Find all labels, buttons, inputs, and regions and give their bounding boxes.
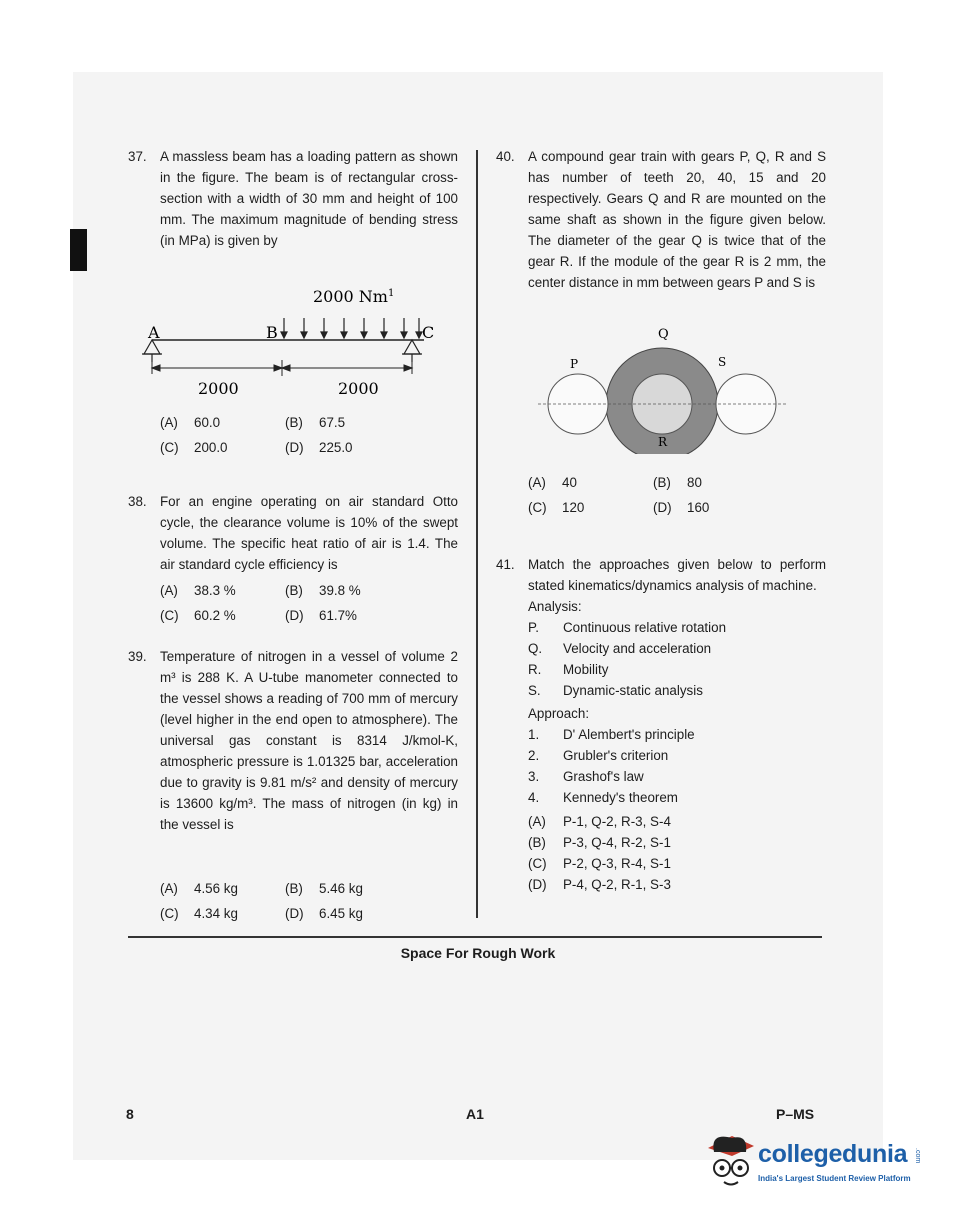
question-38 bbox=[128, 491, 458, 575]
analysis-item: P. Continuous relative rotation bbox=[528, 620, 727, 635]
option-d[interactable]: (D) 225.0 bbox=[285, 440, 353, 455]
column-divider bbox=[476, 150, 478, 918]
analysis-item: Q. Velocity and acceleration bbox=[528, 641, 712, 656]
option-b[interactable]: (B) 80 bbox=[653, 475, 702, 490]
question-text: Match the approaches given below to perform stated kinematics/dynamics analysis of machine. bbox=[528, 557, 826, 593]
question-text: A compound gear train with gears P, Q, R and S has number of teeth 20, 40, 15 and 20 respectively. Gears Q and R are mounted on the same shaft as shown in the figure given below. The diameter of the gear Q is twice that of the gear R. If the module of the gear R is 2 mm, the center distance in mm between gears P and S is bbox=[528, 149, 826, 290]
q37-options bbox=[160, 412, 405, 458]
dimension-left: 2000 bbox=[198, 379, 239, 398]
collegedunia-logo[interactable] bbox=[702, 1128, 932, 1198]
rough-work-label: Space For Rough Work bbox=[400, 945, 556, 961]
analysis-heading: Analysis: bbox=[528, 599, 582, 614]
question-text: A massless beam has a loading pattern as shown in the figure. The beam is of rectangular cross-section with a width of 30 mm and height of 100 mm. The maximum magnitude of bending stress (in MPa) is given by bbox=[160, 149, 458, 248]
option-a[interactable]: (A) 4.56 kg bbox=[160, 881, 238, 896]
question-number: 41. bbox=[496, 557, 515, 572]
question-text: For an engine operating on air standard Otto cycle, the clearance volume is 10% of the swept volume. The specific heat ratio of air is 1.4. The air standard cycle efficiency is bbox=[160, 494, 458, 572]
option-c[interactable]: (C) 120 bbox=[528, 500, 585, 515]
gear-train-figure bbox=[534, 322, 794, 454]
approach-item: 2. Grubler's criterion bbox=[528, 748, 669, 763]
mascot-icon bbox=[702, 1128, 756, 1190]
q38-options bbox=[160, 580, 405, 626]
approach-item: 4. Kennedy's theorem bbox=[528, 790, 678, 805]
gear-q-label: Q bbox=[658, 327, 669, 342]
dimension-right: 2000 bbox=[338, 379, 379, 398]
point-b-label: B bbox=[266, 323, 278, 342]
analysis-item: R. Mobility bbox=[528, 662, 609, 677]
option-a[interactable]: (A) 38.3 % bbox=[160, 583, 236, 598]
option-d[interactable]: (D) 6.45 kg bbox=[285, 906, 363, 921]
question-40 bbox=[496, 146, 826, 293]
approach-item: 3. Grashof's law bbox=[528, 769, 644, 784]
option-d[interactable]: (D) 160 bbox=[653, 500, 710, 515]
gear-r-label: R bbox=[658, 435, 668, 449]
option-c[interactable]: (C) 4.34 kg bbox=[160, 906, 238, 921]
approach-heading: Approach: bbox=[528, 706, 590, 721]
option-d[interactable]: (D) 61.7% bbox=[285, 608, 357, 623]
question-41 bbox=[496, 554, 826, 895]
option-c[interactable]: (C) 60.2 % bbox=[160, 608, 236, 623]
option-d[interactable]: (D) P-4, Q-2, R-1, S-3 bbox=[528, 877, 671, 892]
point-a-label: A bbox=[148, 323, 160, 342]
logo-tagline: India's Largest Student Review Platform bbox=[758, 1174, 911, 1183]
question-37 bbox=[128, 146, 458, 251]
booklet-code: A1 bbox=[466, 1106, 484, 1122]
question-text: Temperature of nitrogen in a vessel of volume 2 m³ is 288 K. A U-tube manometer connected to the vessel shows a reading of 700 mm of mercury (level higher in the end open to atmosphere). The universal gas constant is 8314 J/kmol-K, atmospheric pressure is 1.01325 bar, acceleration due to gravity is 9.81 m/s² and density of mercury is 13600 kg/m³. The mass of nitrogen (in kg) in the vessel is bbox=[160, 649, 458, 832]
beam-figure bbox=[138, 282, 438, 412]
page-number: 8 bbox=[126, 1106, 134, 1122]
q39-options bbox=[160, 878, 405, 924]
approach-item: 1. D' Alembert's principle bbox=[528, 727, 695, 742]
question-number: 38. bbox=[128, 494, 147, 509]
question-number: 40. bbox=[496, 149, 515, 164]
option-b[interactable]: (B) 67.5 bbox=[285, 415, 346, 430]
analysis-item: S. Dynamic-static analysis bbox=[528, 683, 703, 698]
logo-name: collegedunia bbox=[758, 1140, 908, 1168]
question-39 bbox=[128, 646, 458, 835]
option-a[interactable]: (A) 40 bbox=[528, 475, 577, 490]
question-number: 37. bbox=[128, 149, 147, 164]
option-c[interactable]: (C) 200.0 bbox=[160, 440, 228, 455]
option-a[interactable]: (A) 60.0 bbox=[160, 415, 221, 430]
load-label: 2000 Nm$^1$ bbox=[313, 287, 395, 306]
logo-suffix: .com bbox=[914, 1148, 921, 1164]
option-b[interactable]: (B) P-3, Q-4, R-2, S-1 bbox=[528, 835, 671, 850]
gear-p-label: P bbox=[570, 357, 579, 371]
question-number: 39. bbox=[128, 649, 147, 664]
point-c-label: C bbox=[422, 323, 435, 342]
paper-code: P–MS bbox=[776, 1106, 815, 1122]
rough-work-divider bbox=[128, 936, 822, 938]
option-c[interactable]: (C) P-2, Q-3, R-4, S-1 bbox=[528, 856, 671, 871]
q40-options bbox=[528, 472, 773, 518]
option-b[interactable]: (B) 39.8 % bbox=[285, 583, 361, 598]
binding-mark bbox=[70, 229, 87, 271]
option-a[interactable]: (A) P-1, Q-2, R-3, S-4 bbox=[528, 814, 671, 829]
gear-s-label: S bbox=[718, 355, 727, 369]
option-b[interactable]: (B) 5.46 kg bbox=[285, 881, 363, 896]
